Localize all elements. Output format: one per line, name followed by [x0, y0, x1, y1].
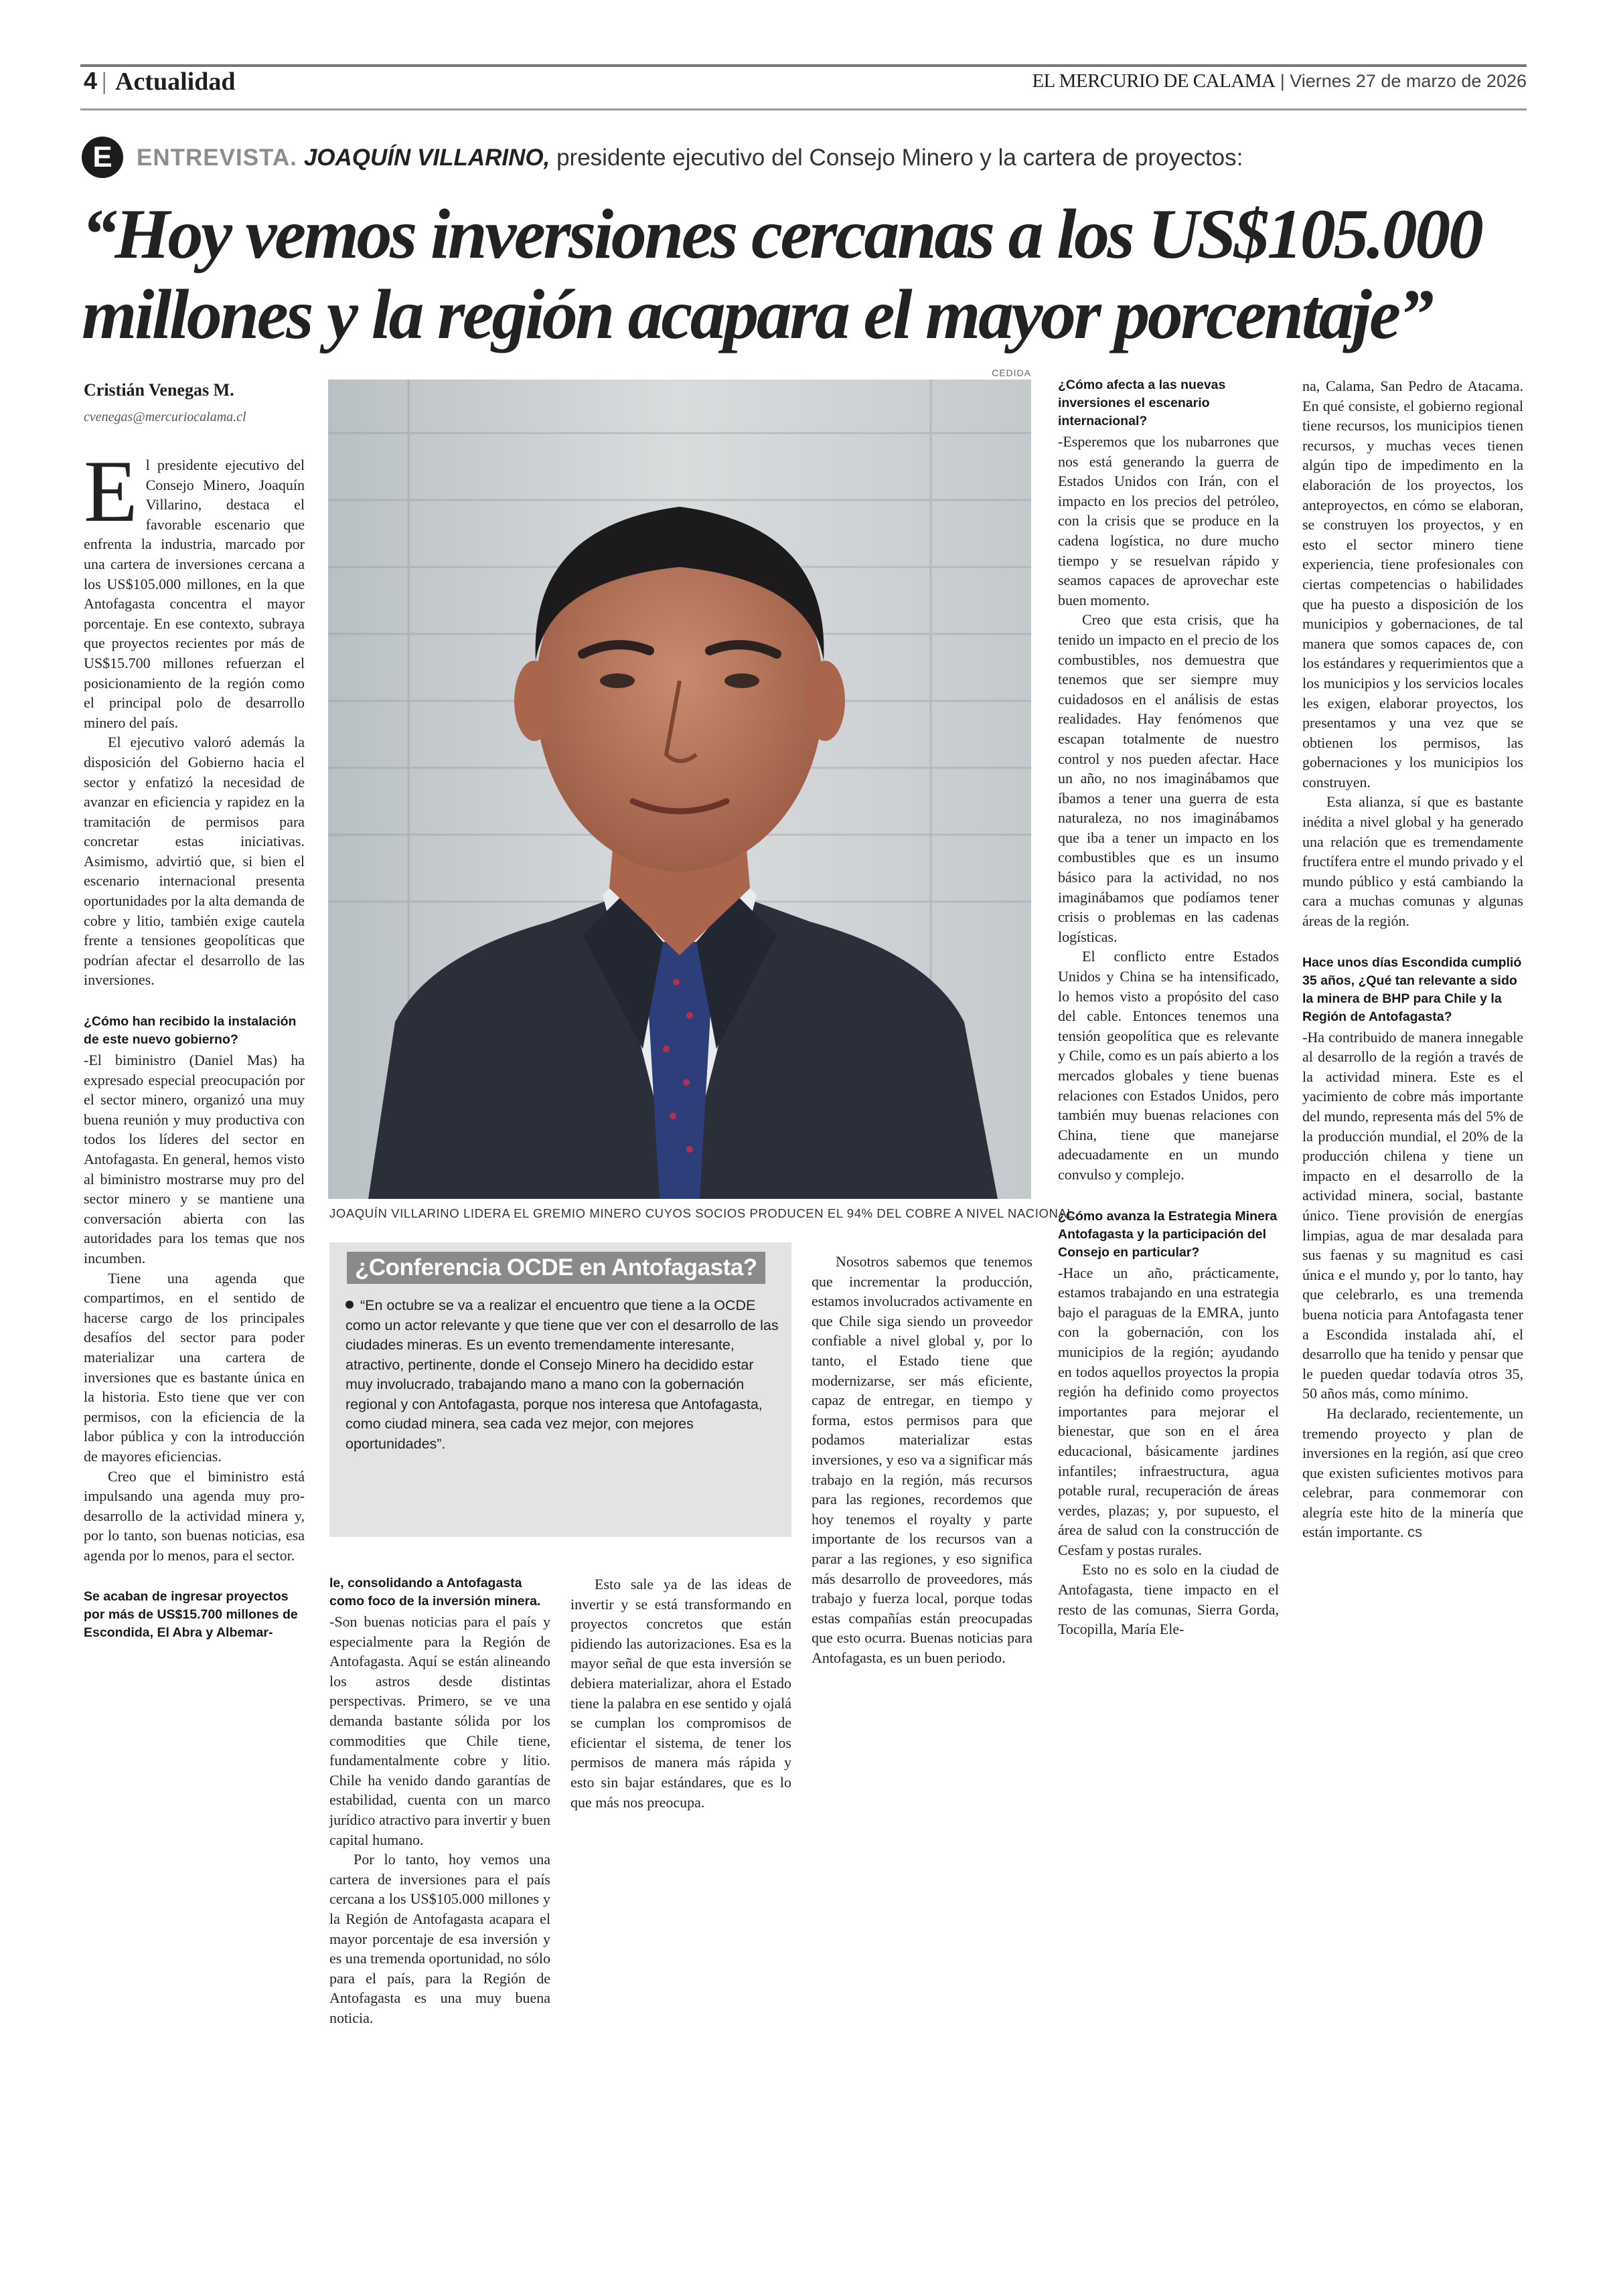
section-name: Actualidad — [115, 68, 236, 96]
question-3: ¿Cómo afecta a las nuevas inversiones el escenario internacional? — [1058, 378, 1226, 428]
answer-paragraph: Esto no es solo en la ciudad de Antofagasta, tiene impacto en el resto de las comunas, Sierra Gorda, Tocopilla, María Ele- — [1058, 1561, 1279, 1638]
answer-paragraph: Esta alianza, sí que es bastante inédita a nivel global y ha generado una relación que es tremendamente fructífera entre el mundo privado y el mundo público y está cambiando la cara a muchas comunas y algunas áreas de la región. — [1302, 793, 1523, 930]
answer-paragraph: Tiene una agenda que compartimos, en el sentido de hacerse cargo de los principales desafíos del sector para poder materializar una cartera de inversiones que es bastante única en la historia. Esto tiene que ver con permisos, con la eficiencia de la labor pública y con la introducción de mayores eficiencias. — [84, 1269, 305, 1465]
portrait-photo — [328, 380, 1031, 1199]
answer-paragraph: El conflicto entre Estados Unidos y China se ha intensificado, lo hemos visto a propósito del caso del cable. Entonces tenemos una tensión geopolítica que es relevante y Chile, como es un país abierto a los mercados globales y tiene buenas relaciones con Estados Unidos, pero también muy buenas relaciones con China, tiene que manejarse adecuadamente en un mundo convulso y complejo. — [1058, 948, 1279, 1183]
kicker-label: ENTREVISTA. — [137, 145, 297, 171]
kicker-text — [137, 145, 1243, 171]
answer-text: Ha declarado, recientemente, un tremendo proyecto y plan de inversiones en la región, así que creo que existen suficientes motivos para celebrar, para conmemorar con alegría este hito de la minería que están importante. — [1302, 1404, 1523, 1541]
photo-caption: JOAQUÍN VILLARINO LIDERA EL GREMIO MINERO CUYOS SOCIOS PRODUCEN EL 94% DEL COBRE A NIVEL NACIONAL. — [329, 1206, 1079, 1220]
page-number: 4 — [84, 67, 98, 94]
answer-paragraph: Esto sale ya de las ideas de invertir y se está transformando en proyectos concretos que están pidiendo las autorizaciones. Esa es la mayor señal de que esta inversión se debiera materializar, ahora el Estado tiene la palabra en ese sentido y ojalá se cumplan los compromisos de eficientar el sistema, de tener los permisos de manera más rápida y esto sin bajar estándares, que es lo que más nos preocupa. — [570, 1576, 791, 1811]
column-5 — [1302, 376, 1523, 1542]
column-3-bottom — [570, 1574, 791, 1812]
author-email[interactable]: cvenegas@mercuriocalama.cl — [84, 410, 246, 424]
sidebar-box — [329, 1242, 791, 1537]
issue-date: | Viernes 27 de marzo de 2026 — [1280, 71, 1527, 91]
sidebar-body — [346, 1296, 781, 1454]
sidebar-quote: “En octubre se va a realizar el encuentro que tiene a la OCDE como un actor relevante y que tiene que ver con el desarrollo de las ciudades mineras. Es un evento tremendamente interesante, atractivo, pertinente, donde el Consejo Minero ha decidido estar muy involucrado, trabajando mano a mano con la gobernación regional y con Antofagasta, porque nos interesa que Antofagasta, como ciudad minera, sea cada vez mejor, con mejores oportunidades”. — [346, 1297, 779, 1452]
question-1: ¿Cómo han recibido la instalación de este nuevo gobierno? — [84, 1014, 297, 1048]
answer-paragraph: -Hace un año, prácticamente, estamos trabajando en una estrategia bajo el paraguas de la EMRA, junto con la gobernación, con los municipios de la región; ayudando en todos aquellos proyectos la propia región ha definido como proyectos importantes para mejorar el bienestar, que son en el área educacional, básicamente jardines infantiles; infraestructura, agua potable rural, recuperación de áreas verdes, plazas; y, por supuesto, el área de salud con la construcción de Cesfam y postas rurales. — [1058, 1264, 1279, 1558]
page-header — [80, 67, 1527, 100]
answer-paragraph: -El biministro (Daniel Mas) ha expresado especial preocupación por el sector minero, organizó una muy buena reunión y muy productiva con todos los líderes del sector en Antofagasta. En general, hemos visto al biministro mostrarse muy pro del sector minero y se mantiene una conversación abierta con las autoridades para los temas que nos incumben. — [84, 1052, 305, 1266]
lead-text: l presidente ejecutivo del Consejo Minero, Joaquín Villarino, destaca el favorable escenario que enfrenta la industria, marcado por una cartera de inversiones cercana a los US$105.000 millones, en la que Antofagasta concentra el mayor porcentaje. En ese contexto, subraya que proyectos recientes por más de US$15.700 millones refuerzan el posicionamiento de la región como el principal polo de desarrollo minero del país. — [84, 457, 305, 731]
author-name: Cristián Venegas M. — [84, 380, 234, 400]
lead-paragraph — [84, 442, 305, 732]
sidebar-title: ¿Conferencia OCDE en Antofagasta? — [347, 1252, 765, 1284]
question-5: Hace unos días Escondida cumplió 35 años, ¿Qué tan relevante a sido la minera de BHP para Chile y la Región de Antofagasta? — [1302, 955, 1522, 1024]
answer-paragraph: Creo que el biministro está impulsando una agenda muy pro-desarrollo de la actividad minera y, por lo tanto, son buenas noticias, esa agenda por lo menos, para el sector. — [84, 1467, 305, 1564]
page-separator: | — [102, 68, 107, 94]
column-4 — [1058, 376, 1279, 1639]
column-1 — [84, 442, 305, 1643]
answer-paragraph: -Esperemos que los nubarrones que nos está generando la guerra de Estados Unidos con Irán, con el impacto en los precios del petróleo, con la crisis que se produce en la cadena logística, no dure mucho tiempo y se resuelvan rápido y seamos capaces de aprovechar este buen momento. — [1058, 433, 1279, 608]
paragraph: El ejecutivo valoró además la disposición del Gobierno hacia el sector y enfatizó la necesidad de avanzar en eficiencia y rapidez en la tramitación de permisos para concretar estas iniciativas. Asimismo, advirtió que, si bien el escenario internacional presenta oportunidades por la alta demanda de cobre y litio, también exige cautela frente a tensiones geopolíticas que podrían afectar el desarrollo de las inversiones. — [84, 734, 305, 989]
column-3-right — [812, 1252, 1032, 1667]
kicker — [82, 137, 1521, 179]
answer-paragraph: -Son buenas noticias para el país y especialmente para la Región de Antofagasta. Aquí se están alineando los astros desde distintas perspectivas. Primero, se ve una demanda bastante sólida por los commodities que Chile tiene, fundamentalmente cobre y litio. Chile ha venido dando garantías de estabilidad, cuenta con un marco jurídico atractivo para invertir y buen capital humano. — [329, 1613, 550, 1848]
answer-paragraph: -Ha contribuido de manera innegable al desarrollo de la región a través de la actividad minera. Este es el yacimiento de cobre más importante del mundo, representa más del 5% de la producción mundial, el 20% de la producción chilena y tiene un impacto en el desarrollo de la actividad minera, social, bastante único. Tiene provisión de energías limpias, agua de mar desalada para sus faenas y su magnitud es casi única e el mundo y, por lo tanto, hay que celebrarlo, es una tremenda buena noticia para Antofagasta tener a Escondida instalada ahí, el desarrollo que ha tenido y pensar que le pueden quedar todavía otros 35, 50 años más, como mínimo. — [1302, 1028, 1523, 1402]
newspaper-name: EL MERCURIO DE CALAMA — [1032, 70, 1276, 92]
byline — [84, 380, 305, 425]
masthead — [1032, 70, 1527, 92]
kicker-role: presidente ejecutivo del Consejo Minero y la cartera de proyectos: — [550, 145, 1243, 171]
end-mark-icon: cs — [1407, 1524, 1423, 1541]
bullet-icon — [346, 1301, 354, 1309]
headline — [82, 194, 1528, 355]
portrait-illustration — [328, 380, 1031, 1199]
drop-cap: E — [84, 442, 138, 540]
answer-paragraph: Por lo tanto, hoy vemos una cartera de inversiones para el país cercana a los US$105.000 millones y la Región de Antofagasta acapara el mayor porcentaje de esa inversión y es una tremenda oportunidad, no sólo para el país, para la Región de Antofagasta es una muy buena noticia. — [329, 1851, 550, 2026]
column-2-bottom — [329, 1574, 550, 2028]
answer-paragraph: Creo que esta crisis, que ha tenido un impacto en el precio de los combustibles, nos demuestra que tenemos que ser siempre muy cuidadosos en el análisis de estas realidades. Hay fenómenos que escapan totalmente de nuestro control y nos pueden afectar. Hace un año, no nos imaginábamos que íbamos a tener una guerra de esta naturaleza, no nos imaginábamos que iba a tener un impacto en los combustibles que es un insumo básico para la actividad, no nos imaginábamos que podíamos tener crisis o problemas en las cadenas logísticas. — [1058, 611, 1279, 945]
header-bottom-rule — [80, 108, 1527, 110]
answer-paragraph — [1302, 1404, 1523, 1542]
interview-badge-icon: E — [82, 137, 123, 178]
question-4: ¿Cómo avanza la Estrategia Minera Antofagasta y la participación del Consejo en particular? — [1058, 1208, 1278, 1260]
answer-paragraph: Nosotros sabemos que tenemos que incrementar la producción, estamos involucrados activamente en que Chile siga siendo un proveedor confiable a nivel global y, por lo tanto, el Estado tiene que modernizarse, ser más eficiente, capaz de entregar, en tiempo y forma, estos permisos para que podamos materializar estas inversiones, y eso va a significar más trabajo en la región, más recursos para las regiones, recordemos que hoy tenemos el royalty y parte importante de los recursos van a parar a las regiones, y eso significa más desarrollo de proveedores, más trabajo y fuerza local, porque todas estas compañías están preocupadas que esto ocurra. Buenas noticias para Antofagasta, es un buen periodo. — [812, 1253, 1032, 1666]
headline-line-1: “Hoy vemos inversiones cercanas a los US$105.000 — [82, 195, 1482, 273]
question-2-part-2: le, consolidando a Antofagasta como foco de la inversión minera. — [329, 1576, 541, 1609]
photo-credit: CEDIDA — [992, 367, 1031, 378]
headline-line-2: millones y la región acapara el mayor porcentaje” — [82, 275, 1432, 353]
question-2-part-1: Se acaban de ingresar proyectos por más de US$15.700 millones de Escondida, El Abra y Albemar- — [84, 1589, 298, 1641]
kicker-name: JOAQUÍN VILLARINO, — [303, 145, 550, 171]
answer-paragraph: na, Calama, San Pedro de Atacama. En qué consiste, el gobierno regional tiene recursos, los municipios tienen recursos, y muchas veces tienen algún tipo de impedimento en la elaboración de los proyectos, los anteproyectos, en cómo se elaboran, se construyen los proyectos, y en esto el sector minero tiene experiencia, tiene profesionales con ciertas competencias o habilidades que ha puesto a disposición de los municipios y gobernaciones, de tal manera que somos capaces de, con los estándares y requerimientos que a los municipios y los servicios locales les exigen, elaborar proyectos, los presentamos y una vez que se obtienen los permisos, las gobernaciones y los municipios los construyen. — [1302, 378, 1523, 791]
